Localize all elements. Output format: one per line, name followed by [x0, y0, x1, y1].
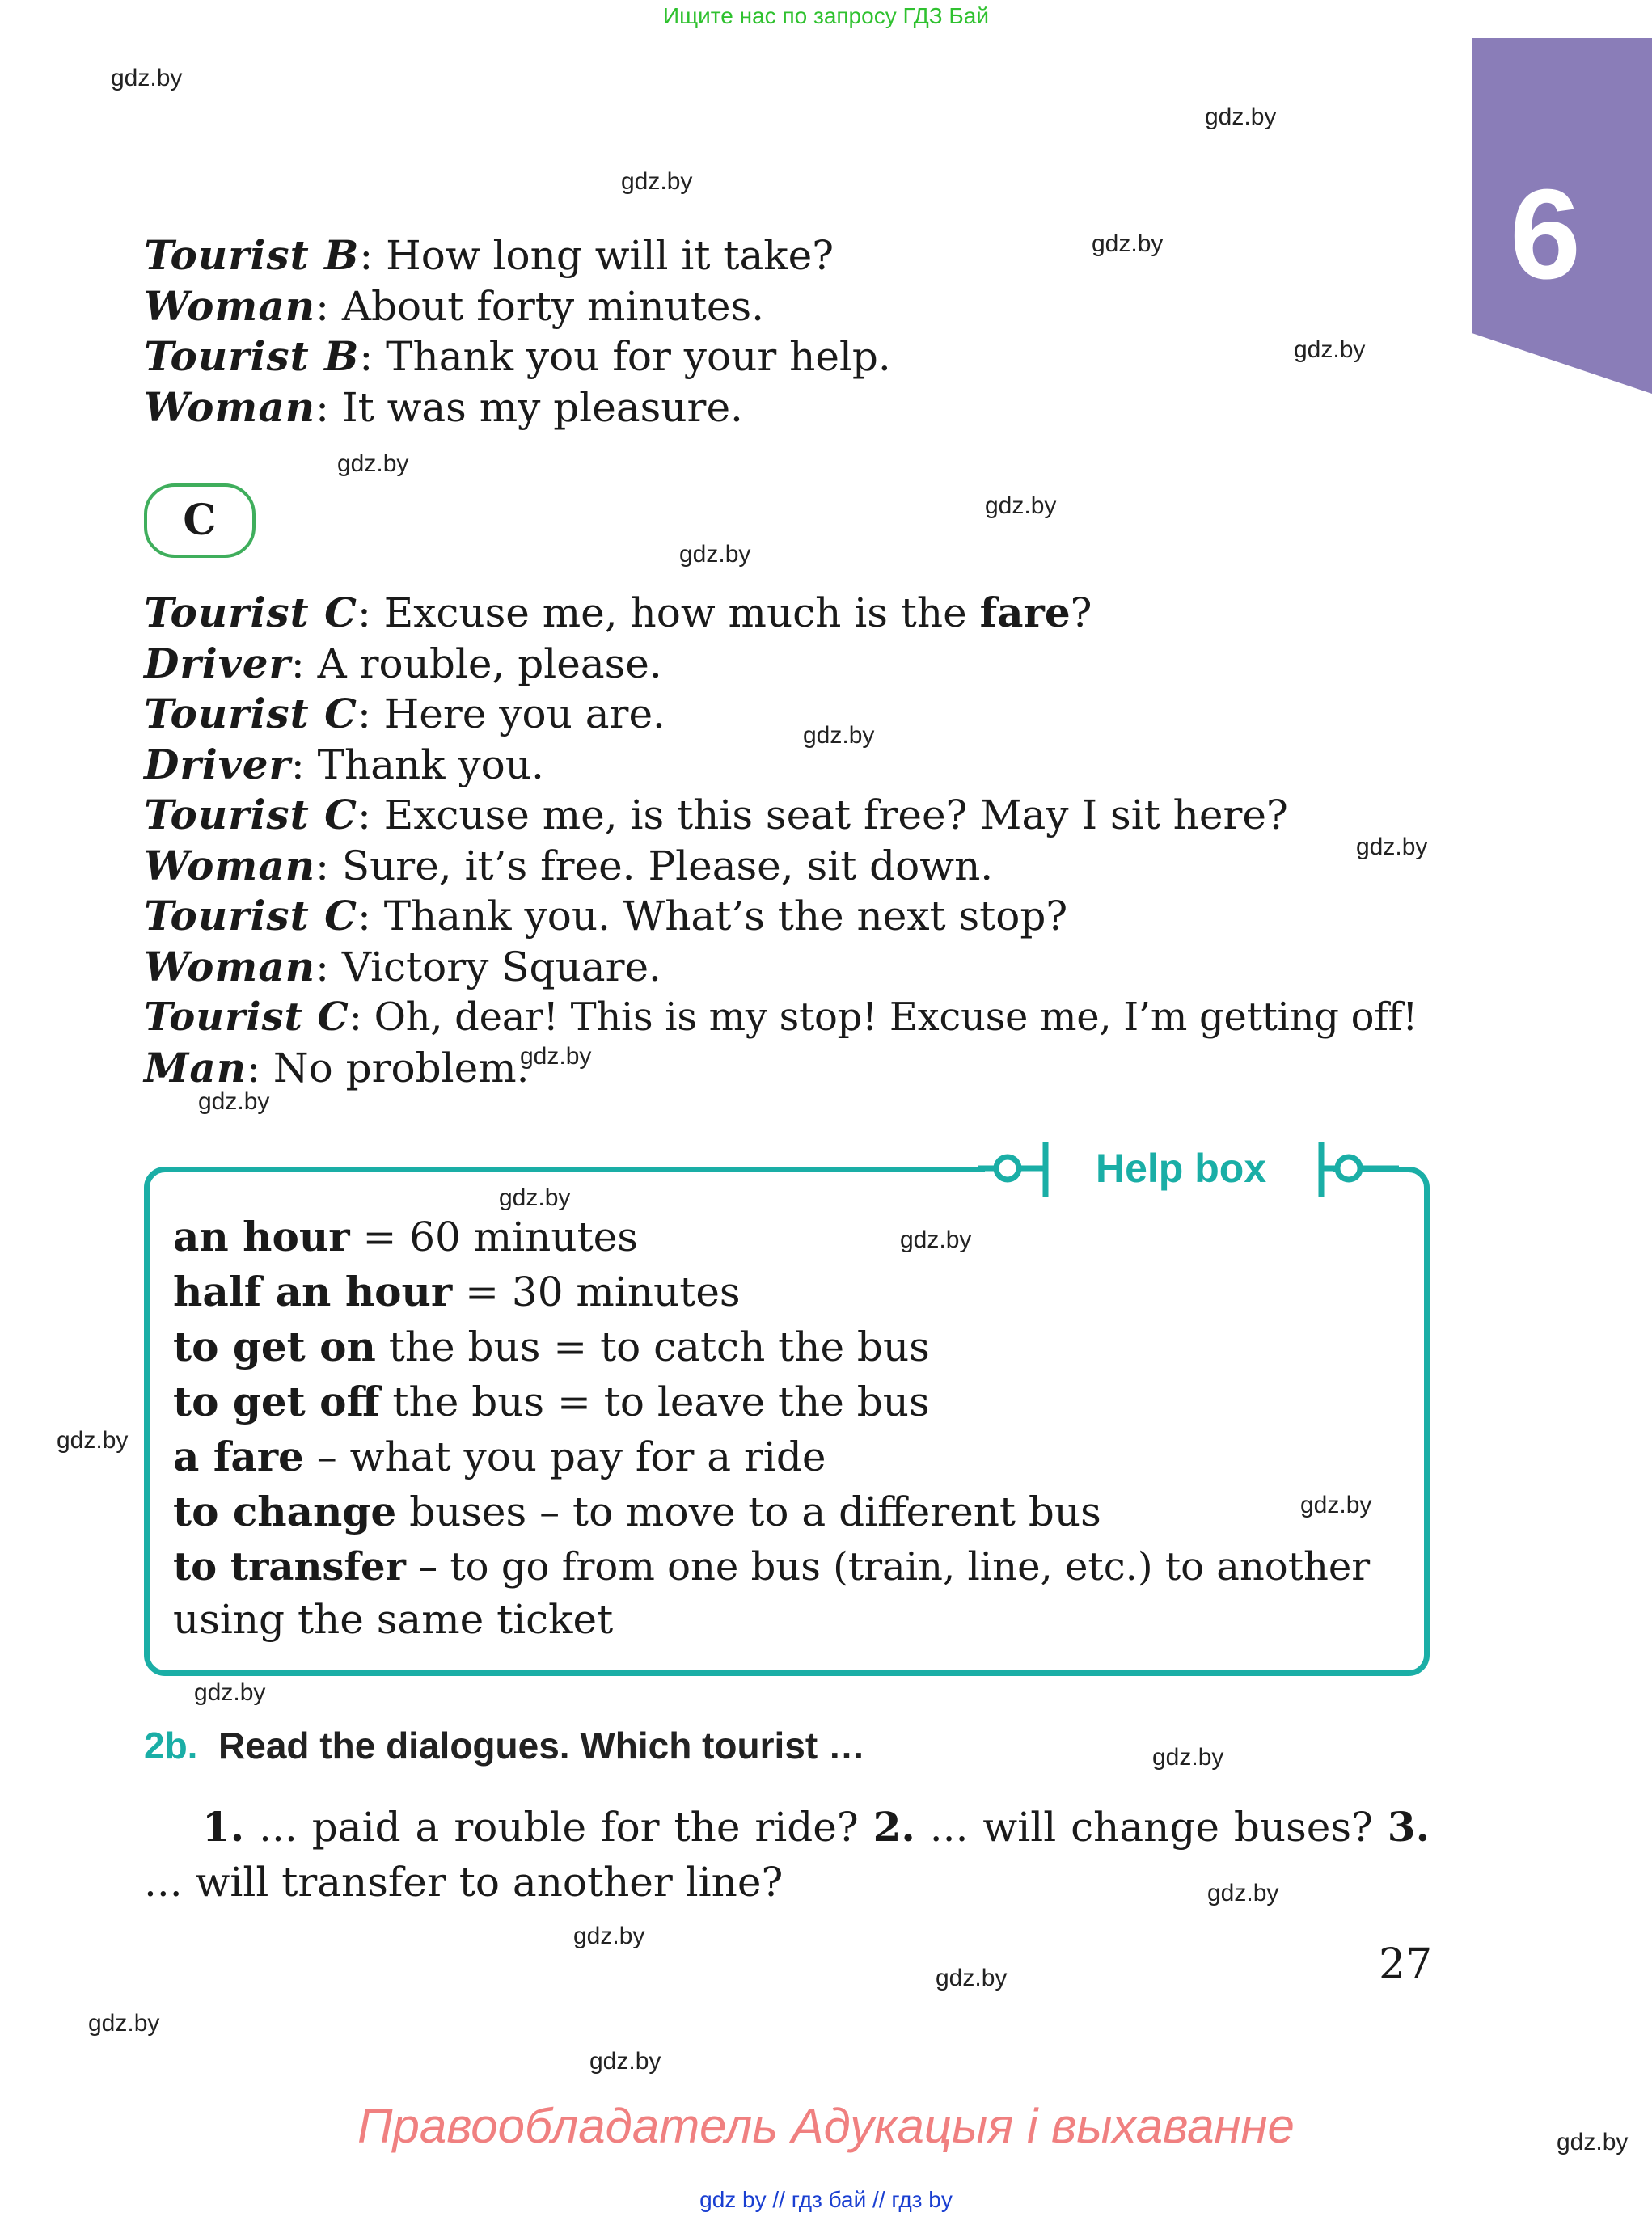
help-term: to get off	[173, 1378, 380, 1425]
dialogue-line	[144, 740, 1470, 791]
dialogue-line	[144, 382, 1470, 433]
task-item-number: 3.	[1387, 1803, 1430, 1851]
watermark: gdz.by	[1294, 336, 1366, 363]
footer-links[interactable]: gdz by // гдз бай // гдз by	[699, 2187, 953, 2212]
dialogue-line	[144, 639, 1470, 690]
dialogue-line	[144, 689, 1470, 740]
help-definition: the bus = to leave the bus	[379, 1378, 930, 1425]
task-item-number: 2.	[872, 1803, 915, 1851]
line-text: : About forty minutes.	[315, 282, 765, 330]
watermark: gdz.by	[803, 722, 875, 749]
help-line	[173, 1319, 1418, 1374]
watermark: gdz.by	[679, 541, 751, 568]
line-bold: fare	[979, 589, 1071, 636]
speaker: Driver	[144, 639, 291, 687]
help-line	[173, 1539, 1418, 1594]
task-instruction: Read the dialogues. Which tourist …	[218, 1725, 865, 1767]
task-item-text: ... will change buses?	[915, 1804, 1388, 1851]
line-text: : Thank you. What’s the next stop?	[357, 893, 1068, 939]
task-item-number: 1.	[202, 1803, 245, 1851]
speaker: Tourist B	[144, 231, 360, 279]
watermark: gdz.by	[985, 492, 1057, 519]
line-text: : Sure, it’s free. Please, sit down.	[315, 842, 994, 889]
watermark: gdz.by	[900, 1226, 972, 1253]
line-text: : Thank you for your help.	[359, 333, 891, 380]
speaker: Tourist C	[144, 791, 357, 838]
help-definition: – to go from one bus (train, line, etc.) to another	[405, 1544, 1371, 1590]
dialogue-line	[144, 230, 1470, 281]
page-number: 27	[1379, 1940, 1433, 1989]
help-term: to change	[173, 1488, 397, 1535]
watermark: gdz.by	[57, 1427, 129, 1454]
watermark: gdz.by	[573, 1923, 645, 1949]
line-text: : How long will it take?	[359, 232, 834, 279]
footer-copyright: Правообладатель Адукацыя і выхаванне	[357, 2099, 1295, 2153]
chapter-number: 6	[1510, 163, 1581, 306]
line-text: : Excuse me, how much is the	[357, 589, 980, 636]
watermark: gdz.by	[499, 1184, 571, 1211]
help-definition: using the same ticket	[173, 1596, 614, 1643]
watermark: gdz.by	[1356, 834, 1428, 860]
line-text: : Oh, dear! This is my stop! Excuse me, I’m getting off!	[349, 994, 1418, 1040]
watermark: gdz.by	[88, 2010, 160, 2037]
speaker: Tourist C	[144, 589, 357, 636]
dialogue-line	[144, 281, 1470, 332]
line-text: : A rouble, please.	[290, 640, 662, 687]
speaker: Tourist C	[144, 994, 349, 1040]
dialogue-line	[144, 1043, 1470, 1094]
watermark: gdz.by	[1152, 1744, 1224, 1771]
help-line	[173, 1484, 1418, 1539]
help-term: a fare	[173, 1433, 304, 1480]
dialogue-line	[144, 942, 1470, 993]
help-definition: the bus = to catch the bus	[375, 1324, 930, 1370]
line-text: : Here you are.	[357, 690, 665, 737]
help-box-title: Help box	[1096, 1146, 1267, 1191]
help-line	[173, 1374, 1418, 1429]
watermark: gdz.by	[1092, 230, 1164, 257]
help-line	[173, 1264, 1418, 1319]
help-line	[173, 1429, 1418, 1484]
dialogue-line	[144, 891, 1470, 942]
dialogue-c	[144, 588, 1470, 1093]
watermark: gdz.by	[1207, 1880, 1279, 1906]
line-text: : Thank you.	[290, 741, 544, 788]
line-text: : No problem.	[247, 1044, 530, 1091]
task-number: 2b.	[144, 1725, 198, 1767]
help-line	[173, 1594, 1418, 1644]
line-text: : It was my pleasure.	[315, 383, 743, 431]
help-line	[173, 1210, 1418, 1264]
help-term: to get on	[173, 1323, 376, 1370]
line-text: ?	[1070, 589, 1092, 636]
speaker: Woman	[144, 382, 316, 431]
dialogue-line	[144, 331, 1470, 382]
speaker: Tourist C	[144, 690, 357, 737]
task-body	[144, 1800, 1430, 1910]
line-text: : Excuse me, is this seat free? May I sit here?	[357, 792, 1288, 838]
watermark: gdz.by	[111, 65, 183, 91]
speaker: Tourist C	[144, 892, 357, 939]
watermark: gdz.by	[194, 1679, 266, 1706]
watermark: gdz.by	[198, 1088, 270, 1115]
watermark: gdz.by	[589, 2048, 661, 2075]
watermark: gdz.by	[621, 168, 693, 195]
help-term: to transfer	[173, 1544, 406, 1590]
dialogue-b	[144, 230, 1470, 433]
watermark: gdz.by	[337, 450, 409, 477]
dialogue-line	[144, 588, 1470, 639]
section-c-label: C	[144, 483, 256, 558]
speaker: Woman	[144, 841, 316, 889]
help-term: half an hour	[173, 1268, 453, 1315]
dialogue-line	[144, 841, 1470, 892]
speaker: Woman	[144, 281, 316, 330]
speaker: Tourist B	[144, 332, 360, 380]
line-text: : Victory Square.	[315, 943, 661, 990]
speaker: Woman	[144, 942, 316, 990]
help-definition: = 30 minutes	[452, 1269, 741, 1315]
watermark: gdz.by	[1557, 2129, 1629, 2155]
help-box-content	[173, 1210, 1418, 1644]
help-definition: – what you pay for a ride	[303, 1433, 826, 1480]
watermark: gdz.by	[1205, 103, 1277, 130]
task-item-text: ... will transfer to another line?	[144, 1859, 784, 1906]
watermark: gdz.by	[936, 1965, 1008, 1991]
task-item-text: ... paid a rouble for the ride?	[244, 1804, 873, 1851]
help-term: an hour	[173, 1213, 350, 1260]
help-definition: = 60 minutes	[349, 1214, 638, 1260]
watermark: gdz.by	[1300, 1492, 1372, 1518]
help-definition: buses – to move to a different bus	[396, 1488, 1101, 1535]
dialogue-line	[144, 992, 1470, 1043]
speaker: Driver	[144, 740, 291, 788]
top-banner[interactable]: Ищите нас по запросу ГДЗ Бай	[662, 3, 990, 28]
dialogue-line	[144, 790, 1470, 841]
speaker: Man	[144, 1043, 247, 1091]
watermark: gdz.by	[520, 1043, 592, 1070]
task-heading	[144, 1724, 865, 1767]
